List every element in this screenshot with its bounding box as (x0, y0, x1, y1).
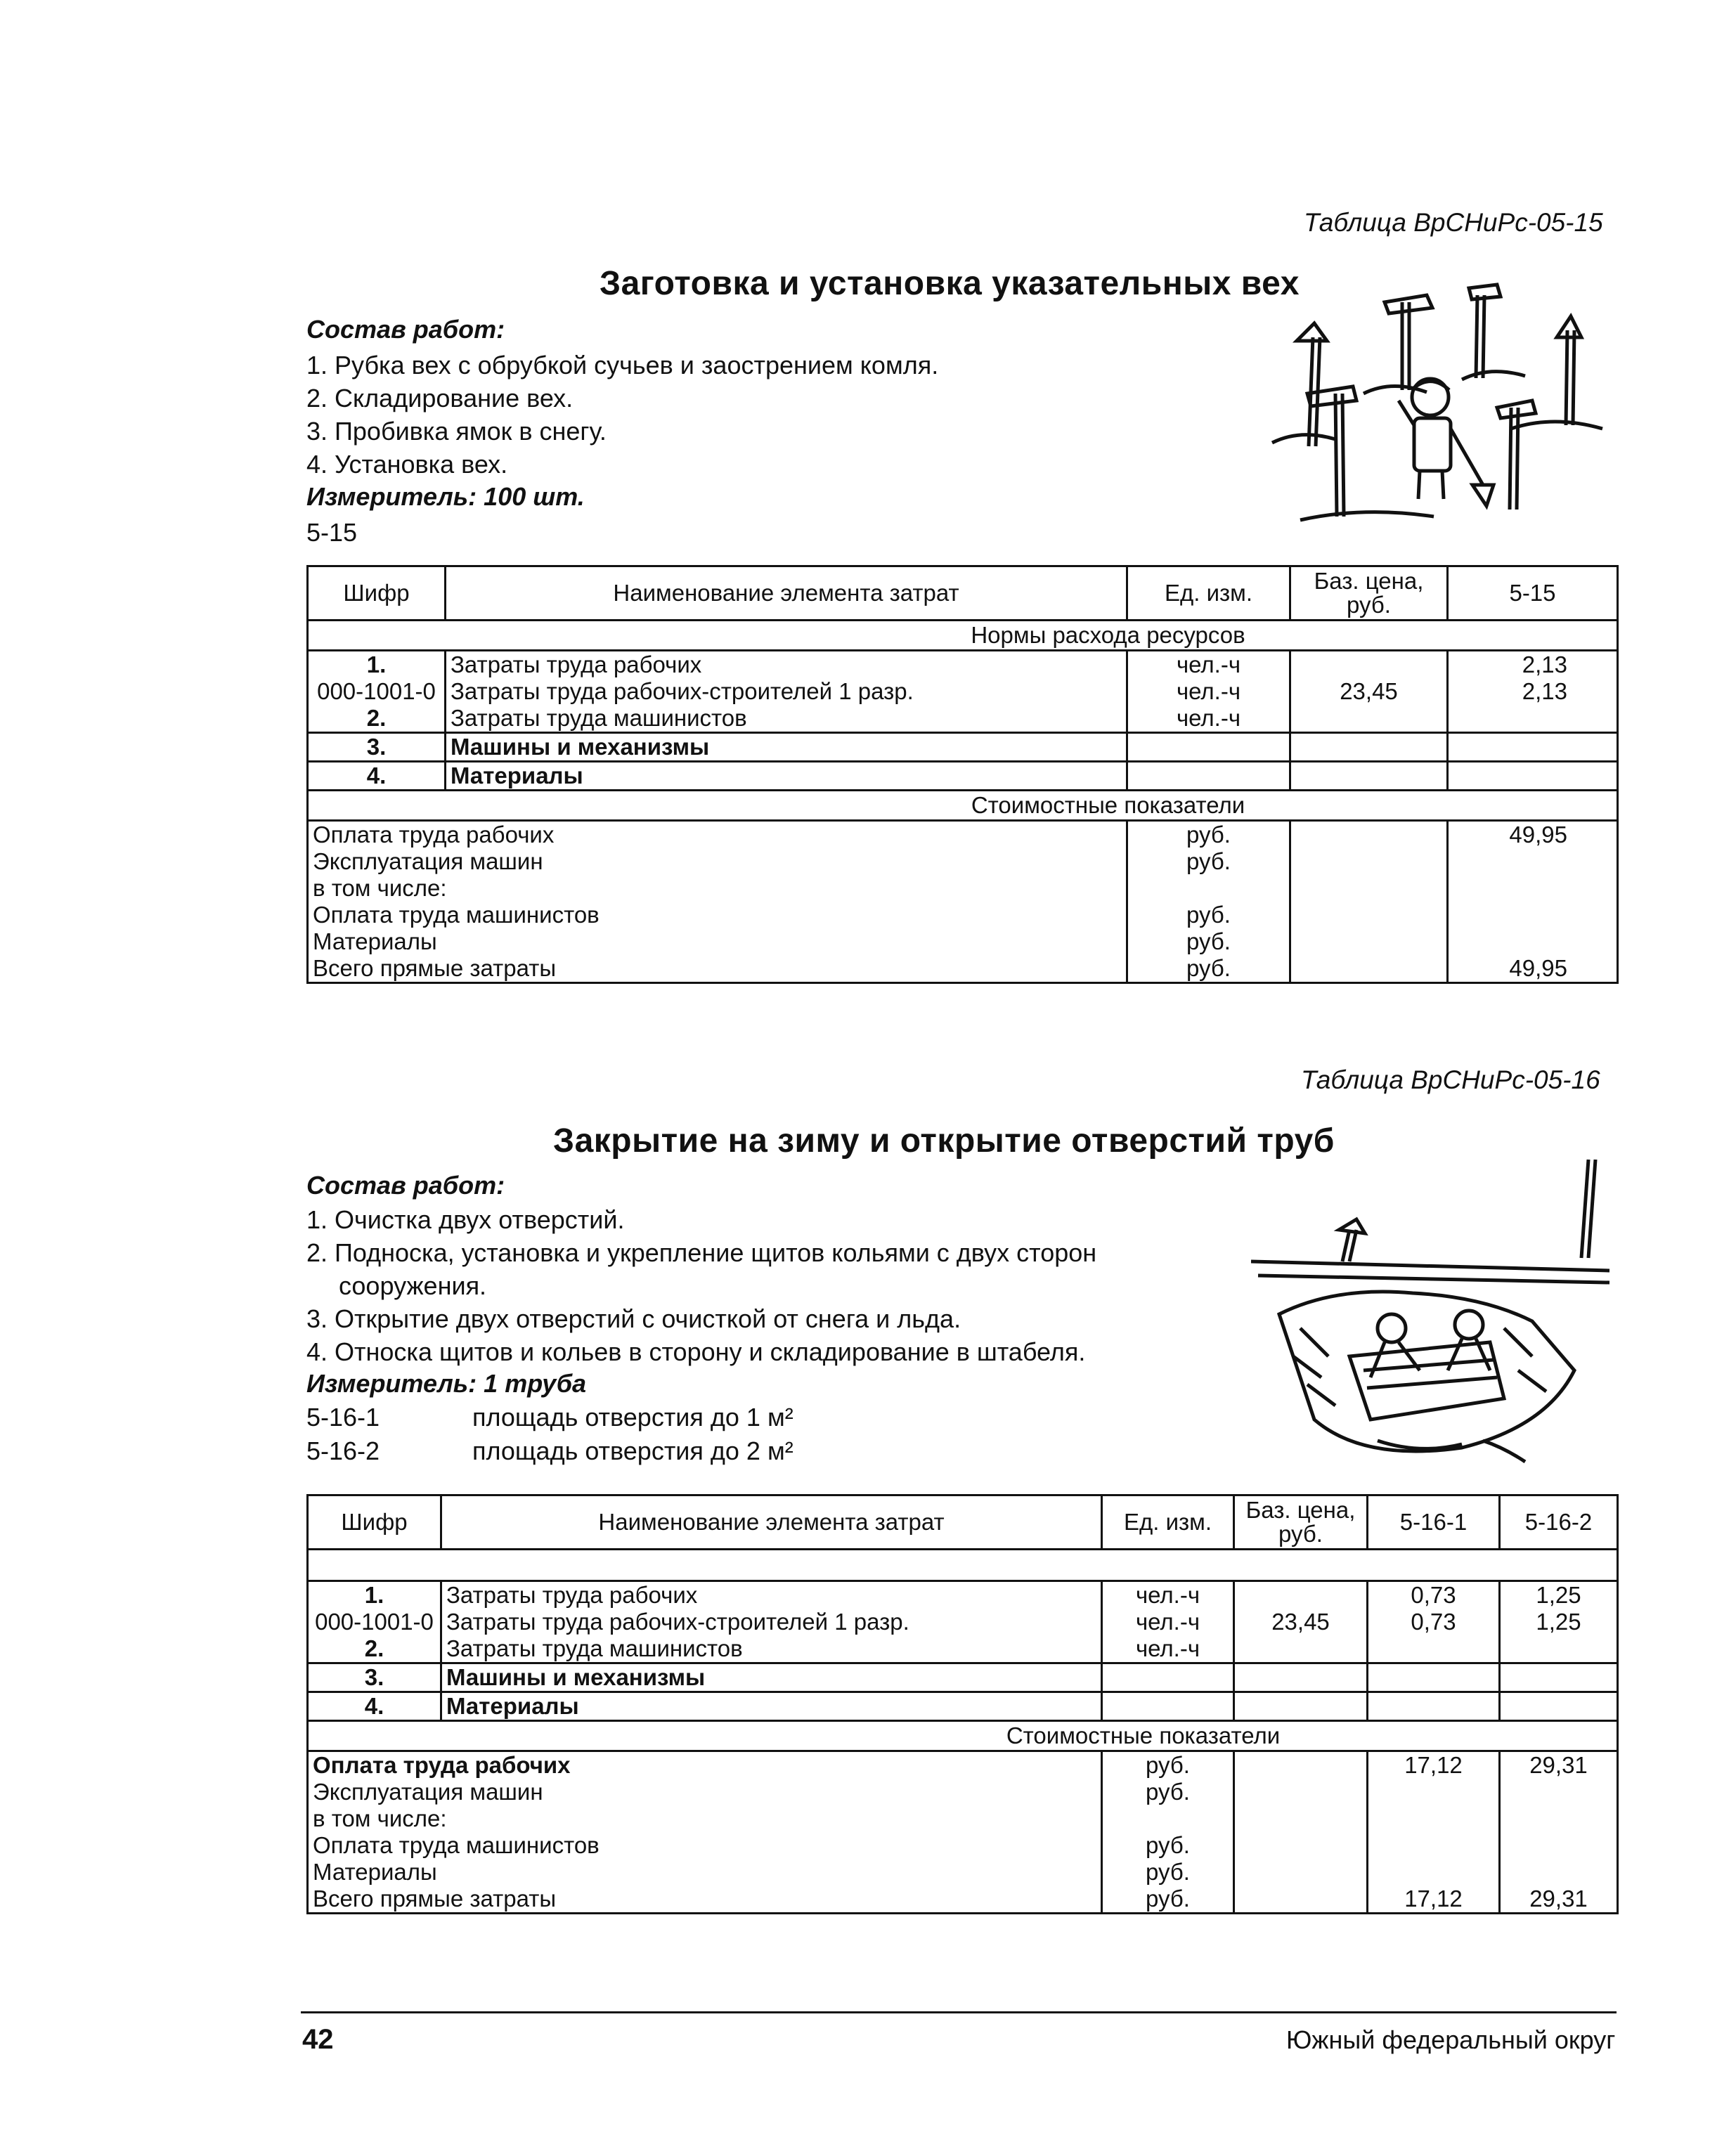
price-cell (1234, 1886, 1368, 1914)
unit-cell: чел.-ч (1102, 1609, 1234, 1635)
column-header: Баз. цена, руб. (1234, 1495, 1368, 1550)
unit-cell: руб. (1102, 1859, 1234, 1886)
name-cell: Затраты труда рабочих-строителей 1 разр. (446, 678, 1127, 705)
unit-cell: руб. (1127, 955, 1290, 983)
column-header: 5-16-1 (1368, 1495, 1500, 1550)
section-row (308, 621, 1618, 651)
cost-name-cell: Оплата труда машинистов (308, 1832, 1102, 1859)
cost-name-cell: Оплата труда машинистов (308, 902, 1127, 928)
work-item: 3. Открытие двух отверстий с очисткой от снега и льда. (306, 1304, 961, 1333)
section-row (308, 1721, 1618, 1751)
column-header: Шифр (308, 1495, 441, 1550)
cost-row (308, 1751, 1618, 1779)
work-composition-label: Состав работ: (306, 315, 505, 344)
unit-cell: руб. (1127, 821, 1290, 849)
unit-cell (1127, 875, 1290, 902)
unit-cell: руб. (1102, 1832, 1234, 1859)
value-cell (1448, 928, 1618, 955)
table-caption: Таблица ВрСНиРс-05-15 (1304, 208, 1603, 237)
value-cell (1448, 733, 1618, 762)
page-number: 42 (302, 2024, 334, 2055)
value-cell (1448, 875, 1618, 902)
price-cell (1290, 733, 1448, 762)
table-header-row (308, 1495, 1618, 1550)
price-cell (1290, 902, 1448, 928)
cost-row (308, 1805, 1618, 1832)
name-cell: Затраты труда рабочих (446, 651, 1127, 679)
name-cell: Машины и механизмы (446, 733, 1127, 762)
section-header: Стоимостные показатели (308, 791, 1618, 821)
price-cell: 23,45 (1290, 678, 1448, 705)
price-cell (1290, 928, 1448, 955)
value-cell: 2,13 (1448, 651, 1618, 679)
variant-text: площадь отверстия до 1 м² (472, 1403, 793, 1432)
price-cell (1234, 1581, 1368, 1609)
name-cell: Затраты труда машинистов (446, 705, 1127, 733)
code-cell: 1. (308, 651, 446, 679)
unit-cell: руб. (1127, 928, 1290, 955)
unit-cell (1102, 1663, 1234, 1692)
footer-region: Южный федеральный округ (1286, 2025, 1616, 2054)
unit-cell: руб. (1127, 902, 1290, 928)
table-caption: Таблица ВрСНиРс-05-16 (1301, 1065, 1600, 1094)
value-cell: 1,25 (1500, 1581, 1618, 1609)
cost-row (308, 1779, 1618, 1805)
work-item: 2. Подноска, установка и укрепление щитов кольями с двух сторон (306, 1238, 1097, 1267)
value-cell: 49,95 (1448, 955, 1618, 983)
price-cell (1234, 1832, 1368, 1859)
value-cell (1368, 1832, 1500, 1859)
code-cell: 000-1001-0 (308, 678, 446, 705)
unit-cell: руб. (1127, 848, 1290, 875)
value-cell (1500, 1859, 1618, 1886)
value-cell: 0,73 (1368, 1581, 1500, 1609)
work-item: 4. Относка щитов и кольев в сторону и складирование в штабеля. (306, 1337, 1086, 1366)
price-cell (1290, 762, 1448, 791)
unit-cell: чел.-ч (1102, 1635, 1234, 1663)
name-cell: Затраты труда машинистов (441, 1635, 1102, 1663)
cost-name-cell: Материалы (308, 1859, 1102, 1886)
value-cell (1500, 1832, 1618, 1859)
price-cell (1290, 875, 1448, 902)
column-header: Баз. цена, руб. (1290, 566, 1448, 621)
price-cell (1234, 1751, 1368, 1779)
cost-name-cell: в том числе: (308, 1805, 1102, 1832)
value-cell (1368, 1779, 1500, 1805)
cost-name-cell: Эксплуатация машин (308, 848, 1127, 875)
unit-cell (1102, 1805, 1234, 1832)
variant-text: площадь отверстия до 2 м² (472, 1436, 793, 1465)
work-item: сооружения. (339, 1271, 487, 1300)
name-cell: Затраты труда рабочих (441, 1581, 1102, 1609)
code-cell: 000-1001-0 (308, 1609, 441, 1635)
variant-line (306, 1403, 793, 1432)
table-row (308, 705, 1618, 733)
price-cell (1234, 1635, 1368, 1663)
value-cell (1448, 902, 1618, 928)
footer-divider (301, 2011, 1617, 2013)
code-line: 5-15 (306, 518, 358, 547)
unit-cell: чел.-ч (1127, 651, 1290, 679)
work-list (306, 1203, 1096, 1368)
unit-cell (1127, 733, 1290, 762)
work-item: 1. Рубка вех с обрубкой сучьев и заострением комля. (306, 351, 939, 379)
section-title: Закрытие на зиму и открытие отверстий труб (553, 1122, 1335, 1160)
value-cell: 49,95 (1448, 821, 1618, 849)
cost-row (308, 875, 1618, 902)
value-cell (1500, 1779, 1618, 1805)
variant-code: 5-16-2 (306, 1436, 380, 1465)
price-cell (1290, 705, 1448, 733)
cost-name-cell: Оплата труда рабочих (308, 821, 1127, 849)
price-cell: 23,45 (1234, 1609, 1368, 1635)
unit-cell: руб. (1102, 1751, 1234, 1779)
cost-row (308, 821, 1618, 849)
value-cell (1368, 1859, 1500, 1886)
variant-line (306, 1436, 793, 1466)
price-cell (1234, 1779, 1368, 1805)
table-row (308, 1663, 1618, 1692)
column-header: Ед. изм. (1127, 566, 1290, 621)
table-row (308, 1692, 1618, 1721)
value-cell (1368, 1663, 1500, 1692)
unit-cell (1127, 762, 1290, 791)
column-header: Шифр (308, 566, 446, 621)
cost-row (308, 1859, 1618, 1886)
cost-name-cell: в том числе: (308, 875, 1127, 902)
cost-row (308, 902, 1618, 928)
unit-cell: чел.-ч (1127, 678, 1290, 705)
value-cell: 29,31 (1500, 1886, 1618, 1914)
price-cell (1290, 651, 1448, 679)
unit-cell: руб. (1102, 1886, 1234, 1914)
cost-row (308, 1832, 1618, 1859)
name-cell: Материалы (441, 1692, 1102, 1721)
work-item: 3. Пробивка ямок в снегу. (306, 417, 607, 446)
value-cell: 2,13 (1448, 678, 1618, 705)
section-row (308, 1550, 1618, 1581)
code-cell: 3. (308, 733, 446, 762)
table-row (308, 1609, 1618, 1635)
measure-unit-label: Измеритель: 100 шт. (306, 482, 585, 511)
section-header: Нормы расхода ресурсов (308, 621, 1618, 651)
value-cell (1500, 1635, 1618, 1663)
table-row (308, 651, 1618, 679)
column-header: Наименование элемента затрат (441, 1495, 1102, 1550)
work-item: 4. Установка вех. (306, 450, 508, 479)
value-cell (1448, 762, 1618, 791)
table-header-row (308, 566, 1618, 621)
value-cell (1368, 1635, 1500, 1663)
price-cell (1234, 1692, 1368, 1721)
unit-cell (1102, 1692, 1234, 1721)
work-list (306, 349, 938, 481)
value-cell: 29,31 (1500, 1751, 1618, 1779)
variant-code: 5-16-1 (306, 1403, 380, 1432)
cost-name-cell: Всего прямые затраты (308, 955, 1127, 983)
value-cell (1448, 848, 1618, 875)
name-cell: Машины и механизмы (441, 1663, 1102, 1692)
unit-cell: чел.-ч (1127, 705, 1290, 733)
price-cell (1234, 1663, 1368, 1692)
value-cell (1500, 1663, 1618, 1692)
code-cell: 1. (308, 1581, 441, 1609)
cost-name-cell: Эксплуатация машин (308, 1779, 1102, 1805)
cost-row (308, 955, 1618, 983)
work-composition-label: Состав работ: (306, 1171, 505, 1200)
price-cell (1290, 821, 1448, 849)
cost-row (308, 1886, 1618, 1914)
table-row (308, 1635, 1618, 1663)
code-cell: 4. (308, 1692, 441, 1721)
table-row (308, 733, 1618, 762)
code-cell: 2. (308, 1635, 441, 1663)
section-header: Стоимостные показатели (308, 1721, 1618, 1751)
table-row (308, 678, 1618, 705)
cost-name-cell: Материалы (308, 928, 1127, 955)
column-header: 5-15 (1448, 566, 1618, 621)
code-cell: 3. (308, 1663, 441, 1692)
norms-table-05-16 (306, 1494, 1619, 1914)
unit-cell: чел.-ч (1102, 1581, 1234, 1609)
name-cell: Материалы (446, 762, 1127, 791)
table-row (308, 762, 1618, 791)
value-cell (1368, 1692, 1500, 1721)
price-cell (1290, 848, 1448, 875)
value-cell: 17,12 (1368, 1751, 1500, 1779)
name-cell: Затраты труда рабочих-строителей 1 разр. (441, 1609, 1102, 1635)
cost-name-cell: Всего прямые затраты (308, 1886, 1102, 1914)
value-cell (1448, 705, 1618, 733)
column-header: Наименование элемента затрат (446, 566, 1127, 621)
price-cell (1234, 1859, 1368, 1886)
code-cell: 4. (308, 762, 446, 791)
value-cell (1368, 1805, 1500, 1832)
section-row (308, 791, 1618, 821)
value-cell (1500, 1692, 1618, 1721)
unit-cell: руб. (1102, 1779, 1234, 1805)
work-item: 1. Очистка двух отверстий. (306, 1205, 625, 1234)
work-item: 2. Складирование вех. (306, 384, 574, 413)
column-header: 5-16-2 (1500, 1495, 1618, 1550)
value-cell: 0,73 (1368, 1609, 1500, 1635)
cost-row (308, 928, 1618, 955)
measure-unit-label: Измеритель: 1 труба (306, 1369, 587, 1398)
cost-name-cell: Оплата труда рабочих (308, 1751, 1102, 1779)
value-cell: 1,25 (1500, 1609, 1618, 1635)
table-row (308, 1581, 1618, 1609)
signposts-illustration (1258, 274, 1617, 541)
section-title: Заготовка и установка указательных вех (600, 265, 1300, 302)
value-cell (1500, 1805, 1618, 1832)
value-cell: 17,12 (1368, 1886, 1500, 1914)
price-cell (1234, 1805, 1368, 1832)
empty-section-header (308, 1550, 1618, 1581)
column-header: Ед. изм. (1102, 1495, 1234, 1550)
norms-table-05-15 (306, 565, 1619, 984)
pipe-opening-illustration (1251, 1146, 1617, 1469)
cost-row (308, 848, 1618, 875)
code-cell: 2. (308, 705, 446, 733)
price-cell (1290, 955, 1448, 983)
